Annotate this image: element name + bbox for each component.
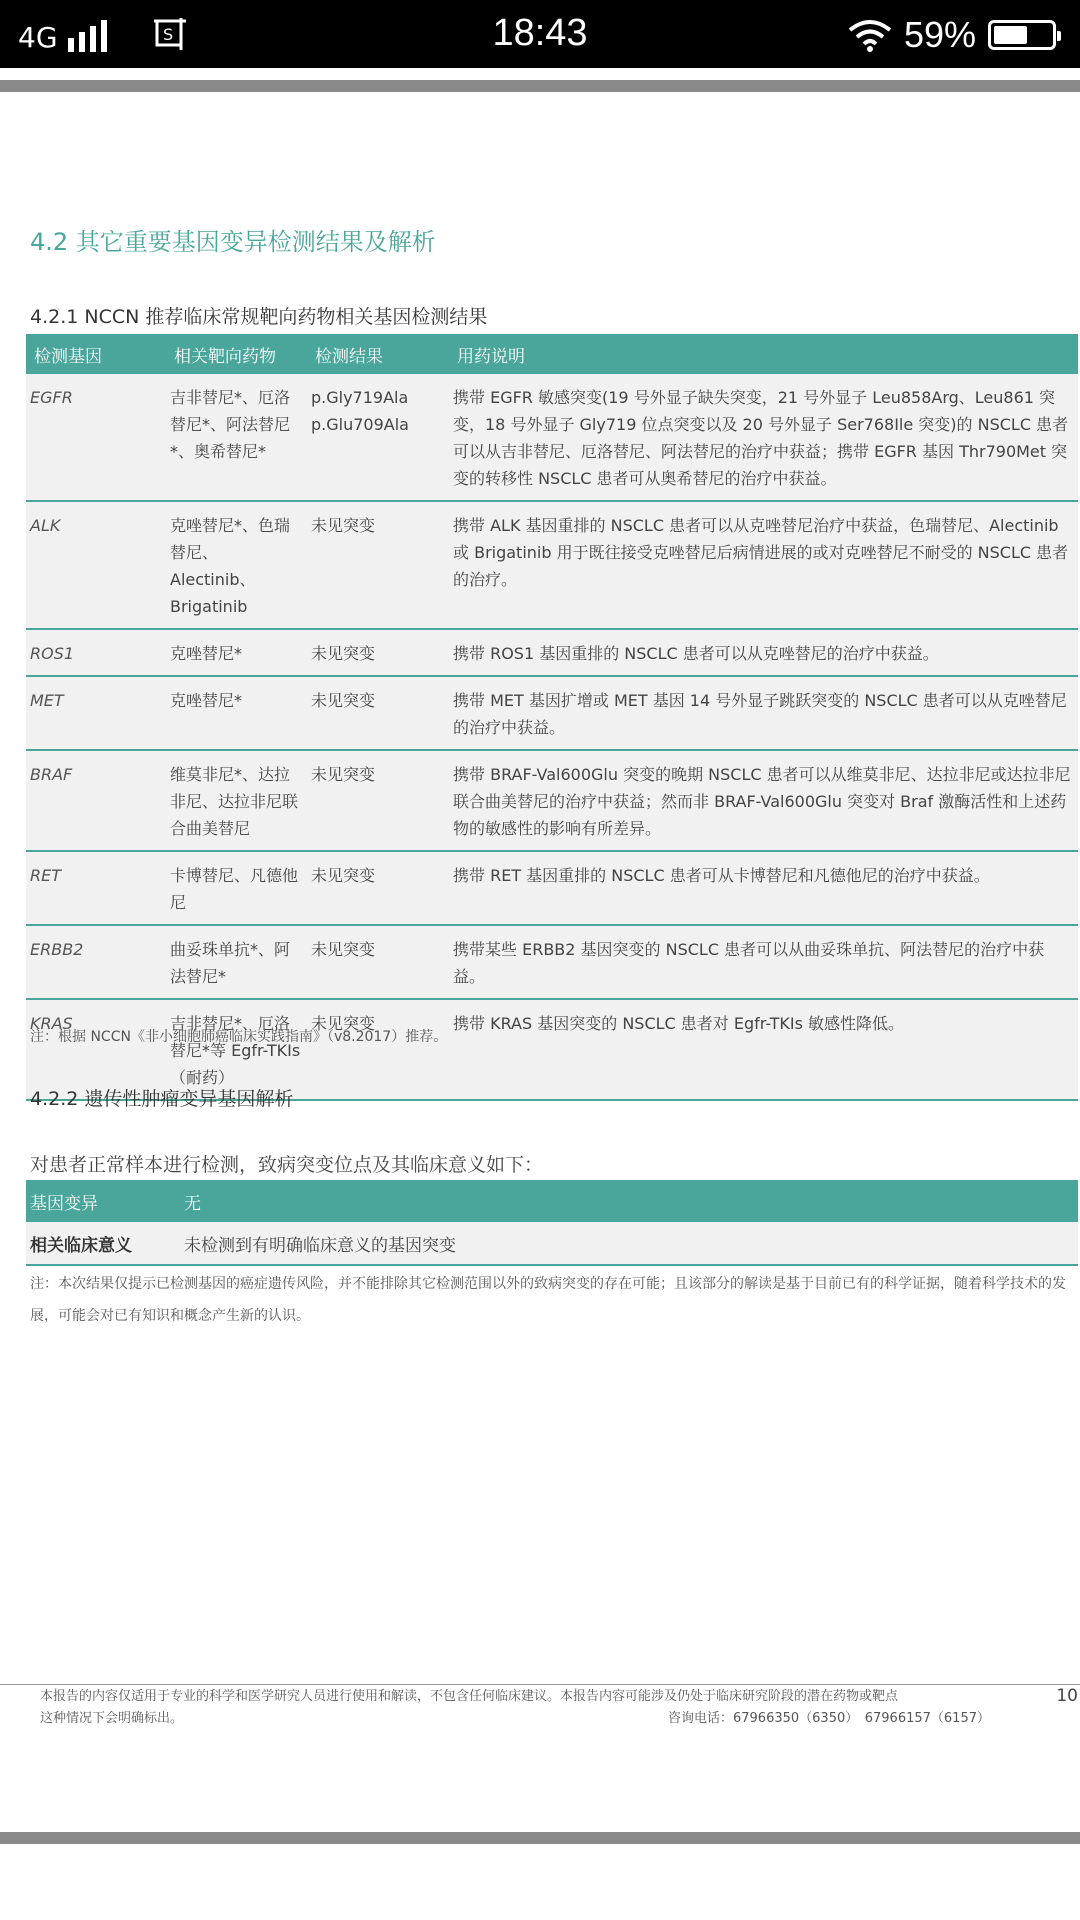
result-cell: 未见突变 bbox=[307, 501, 449, 629]
battery-fill bbox=[994, 26, 1027, 44]
footer bbox=[40, 1686, 1020, 1730]
result-cell: 未见突变 bbox=[307, 999, 449, 1100]
header-drugs: 相关靶向药物 bbox=[166, 334, 307, 374]
header-result: 检测结果 bbox=[307, 334, 449, 374]
svg-text:S: S bbox=[163, 25, 174, 44]
clinical-significance-value: 未检测到有明确临床意义的基因突变 bbox=[180, 1222, 1078, 1265]
gene-cell: ROS1 bbox=[26, 629, 166, 676]
germline-table bbox=[26, 1180, 1078, 1266]
footer-disclaimer-2: 这种情况下会明确标出。 bbox=[40, 1711, 184, 1726]
result-cell: 未见突变 bbox=[307, 750, 449, 851]
drugs-cell: 克唑替尼*、色瑞替尼、Alectinib、Brigatinib bbox=[166, 501, 307, 629]
table-row bbox=[26, 501, 1078, 629]
battery-percent: 59% bbox=[903, 14, 976, 55]
header-description: 用药说明 bbox=[449, 334, 1078, 374]
drugs-cell: 克唑替尼* bbox=[166, 629, 307, 676]
status-bar bbox=[0, 0, 1080, 68]
page-bottom-divider bbox=[0, 1832, 1080, 1844]
germline-header-label: 基因变异 bbox=[26, 1180, 180, 1222]
gene-cell: RET bbox=[26, 851, 166, 925]
result-cell: 未见突变 bbox=[307, 629, 449, 676]
result-cell: 未见突变 bbox=[307, 851, 449, 925]
table-row bbox=[26, 676, 1078, 750]
table-note: 注：根据 NCCN《非小细胞肺癌临床实践指南》（v8.2017）推荐。 bbox=[30, 1029, 448, 1045]
table-body bbox=[26, 374, 1078, 1100]
table-header-row bbox=[26, 334, 1078, 374]
gene-cell: ERBB2 bbox=[26, 925, 166, 999]
description-cell: 携带 ALK 基因重排的 NSCLC 患者可以从克唑替尼治疗中获益，色瑞替尼、Alectinib 或 Brigatinib 用于既往接受克唑替尼后病情进展的或对克唑替尼不耐受的 NSCLC 患者的治疗。 bbox=[449, 501, 1078, 629]
clock: 18:43 bbox=[492, 12, 588, 54]
description-cell: 携带某些 ERBB2 基因突变的 NSCLC 患者可以从曲妥珠单抗、阿法替尼的治疗中获益。 bbox=[449, 925, 1078, 999]
subsection-title-2: 4.2.2 遗传性肿瘤变异基因解析 bbox=[30, 1088, 294, 1110]
header-gene: 检测基因 bbox=[26, 334, 166, 374]
drugs-cell: 卡博替尼、凡德他尼 bbox=[166, 851, 307, 925]
table-row bbox=[26, 925, 1078, 999]
drugs-cell: 克唑替尼* bbox=[166, 676, 307, 750]
footer-divider bbox=[0, 1684, 1080, 1685]
result-cell: 未见突变 bbox=[307, 676, 449, 750]
page-number: 10 bbox=[1056, 1686, 1078, 1706]
wifi-icon bbox=[848, 18, 892, 52]
table-row bbox=[26, 851, 1078, 925]
gene-cell: ALK bbox=[26, 501, 166, 629]
gene-cell: MET bbox=[26, 676, 166, 750]
intro-text: 对患者正常样本进行检测，致病突变位点及其临床意义如下： bbox=[30, 1154, 544, 1176]
footer-disclaimer-1: 本报告的内容仅适用于专业的科学和医学研究人员进行使用和解读，不包含任何临床建议。本报告内容可能涉及仍处于临床研究阶段的潜在药物或靶点 bbox=[40, 1689, 899, 1704]
network-type: 4G bbox=[18, 21, 58, 54]
table-row bbox=[26, 374, 1078, 501]
footer-phone: 咨询电话：67966350（6350） 67966157（6157） bbox=[667, 1711, 990, 1726]
targeted-drug-table bbox=[26, 334, 1078, 1101]
description-cell: 携带 MET 基因扩增或 MET 基因 14 号外显子跳跃突变的 NSCLC 患者可以从克唑替尼的治疗中获益。 bbox=[449, 676, 1078, 750]
drugs-cell: 曲妥珠单抗*、阿法替尼* bbox=[166, 925, 307, 999]
battery-icon bbox=[988, 20, 1056, 50]
result-cell: 未见突变 bbox=[307, 925, 449, 999]
drugs-cell: 吉非替尼*、厄洛替尼*、阿法替尼*、奥希替尼* bbox=[166, 374, 307, 501]
germline-note: 注：本次结果仅提示已检测基因的癌症遗传风险，并不能排除其它检测范围以外的致病突变的存在可能；且该部分的解读是基于目前已有的科学证据，随着科学技术的发展，可能会对已有知识和概念产生新的认识。 bbox=[30, 1276, 1066, 1324]
germline-header-row bbox=[26, 1180, 1078, 1222]
description-cell: 携带 KRAS 基因突变的 NSCLC 患者对 Egfr-TKIs 敏感性降低。 bbox=[449, 999, 1078, 1100]
description-cell: 携带 BRAF-Val600Glu 突变的晚期 NSCLC 患者可以从维莫非尼、达拉非尼或达拉非尼联合曲美替尼的治疗中获益；然而非 BRAF-Val600Glu 突变对 Braf 激酶活性和上述药物的敏感性的影响有所差异。 bbox=[449, 750, 1078, 851]
footer-row bbox=[40, 1708, 1020, 1730]
result-cell: p.Gly719Ala p.Glu709Ala bbox=[307, 374, 449, 501]
section-title: 4.2 其它重要基因变异检测结果及解析 bbox=[30, 228, 436, 256]
gene-cell: KRAS bbox=[26, 999, 166, 1100]
germline-row bbox=[26, 1222, 1078, 1265]
description-cell: 携带 ROS1 基因重排的 NSCLC 患者可以从克唑替尼的治疗中获益。 bbox=[449, 629, 1078, 676]
drugs-cell: 吉非替尼*、厄洛替尼*等 Egfr-TKIs（耐药） bbox=[166, 999, 307, 1100]
table-row bbox=[26, 629, 1078, 676]
clinical-significance-label: 相关临床意义 bbox=[26, 1222, 180, 1265]
description-cell: 携带 RET 基因重排的 NSCLC 患者可从卡博替尼和凡德他尼的治疗中获益。 bbox=[449, 851, 1078, 925]
table-row bbox=[26, 750, 1078, 851]
subsection-title-1: 4.2.1 NCCN 推荐临床常规靶向药物相关基因检测结果 bbox=[30, 306, 488, 328]
description-cell: 携带 EGFR 敏感突变(19 号外显子缺失突变，21 号外显子 Leu858Arg、Leu861 突变，18 号外显子 Gly719 位点突变以及 20 号外显子 Ser768Ile 突变)的 NSCLC 患者可以从吉非替尼、厄洛替尼、阿法替尼的治疗中获益；携带 EGFR 基因 Thr790Met 突变的转移性 NSCLC 患者可从奥希替尼的治疗中获益。 bbox=[449, 374, 1078, 501]
gene-cell: EGFR bbox=[26, 374, 166, 501]
gene-cell: BRAF bbox=[26, 750, 166, 851]
page-top-divider bbox=[0, 80, 1080, 92]
status-right bbox=[848, 14, 1056, 56]
drugs-cell: 维莫非尼*、达拉非尼、达拉非尼联合曲美替尼 bbox=[166, 750, 307, 851]
germline-header-value: 无 bbox=[180, 1180, 1078, 1222]
